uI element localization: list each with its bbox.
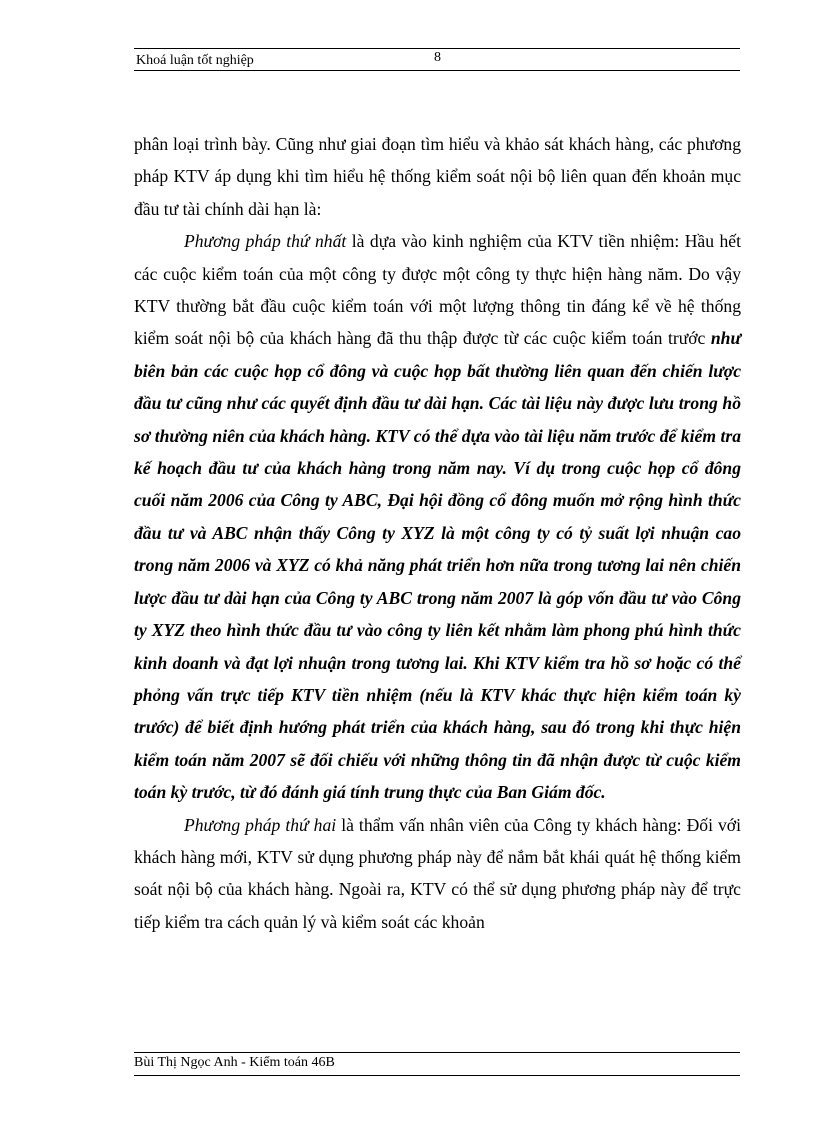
paragraph-2-emphasis: như biên bản các cuộc họp cổ đông và cuộc họp bất thường liên quan đến chiến lược đầu tư cũng như các quyết định đầu tư dài hạn. Các tài liệu này được lưu trong hồ sơ thường niên của khách hàng. KTV có thể dựa vào tài liệu năm trước để kiểm tra kế hoạch đầu tư của khách hàng trong năm nay. Ví dụ trong cuộc họp cổ đông cuối năm 2006 của Công ty ABC, Đại hội đồng cổ đông muốn mở rộng hình thức đầu tư và ABC nhận thấy Công ty XYZ là một công ty có tỷ suất lợi nhuận cao trong năm 2006 và XYZ có khả năng phát triển hơn nữa trong tương lai nên chiến lược đầu tư dài hạn của Công ty ABC trong năm 2007 là góp vốn đầu tư vào Công ty XYZ theo hình thức đầu tư vào công ty liên kết nhằm làm phong phú hình thức kinh doanh và đạt lợi nhuận trong tương lai. Khi KTV kiểm tra hồ sơ hoặc có thể phỏng vấn trực tiếp KTV tiền nhiệm (nếu là KTV khác thực hiện kiểm toán kỳ trước) để biết định hướng phát triển của khách hàng, sau đó trong khi thực hiện kiểm toán năm 2007 sẽ đối chiếu với những thông tin đã nhận được từ cuộc kiểm toán kỳ trước, từ đó đánh giá tính trung thực của Ban Giám đốc.	[134, 328, 741, 803]
footer-author: Bùi Thị Ngọc Anh - Kiểm toán 46B	[134, 1055, 335, 1070]
header-bottom-rule	[134, 70, 740, 71]
paragraph-3-text: là thẩm vấn nhân viên của Công ty khách hàng: Đối với khách hàng mới, KTV sử dụng phương pháp này để nắm bắt khái quát hệ thống kiểm soát nội bộ của khách hàng. Ngoài ra, KTV có thể sử dụng phương pháp này để trực tiếp kiểm tra cách quản lý và kiểm soát các khoản	[134, 814, 741, 932]
method-two-lead: Phương pháp thứ hai	[184, 814, 337, 835]
paragraph-2-text: là dựa vào kinh nghiệm của KTV tiền nhiệm: Hầu hết các cuộc kiểm toán của một công ty được một công ty thực hiện hàng năm. Do vậy KTV thường bắt đầu cuộc kiểm toán với một lượng thông tin đáng kể về hệ thống kiểm soát nội bộ của khách hàng đã thu thập được từ các cuộc kiểm toán trước	[134, 231, 741, 349]
paragraph-2	[134, 225, 741, 808]
page-footer	[134, 1055, 740, 1071]
header-title: Khoá luận tốt nghiệp	[136, 53, 254, 68]
method-one-lead: Phương pháp thứ nhất	[184, 231, 347, 252]
header-top-rule	[134, 48, 740, 49]
footer-bottom-rule	[134, 1075, 740, 1076]
paragraph-3	[134, 809, 741, 939]
document-body	[134, 128, 741, 938]
paragraph-1: phân loại trình bày. Cũng như giai đoạn tìm hiểu và khảo sát khách hàng, các phương pháp KTV áp dụng khi tìm hiểu hệ thống kiểm soát nội bộ liên quan đến khoản mục đầu tư tài chính dài hạn là:	[134, 134, 741, 219]
footer-top-rule	[134, 1052, 740, 1053]
page-header	[134, 50, 740, 70]
page-number: 8	[434, 50, 441, 65]
